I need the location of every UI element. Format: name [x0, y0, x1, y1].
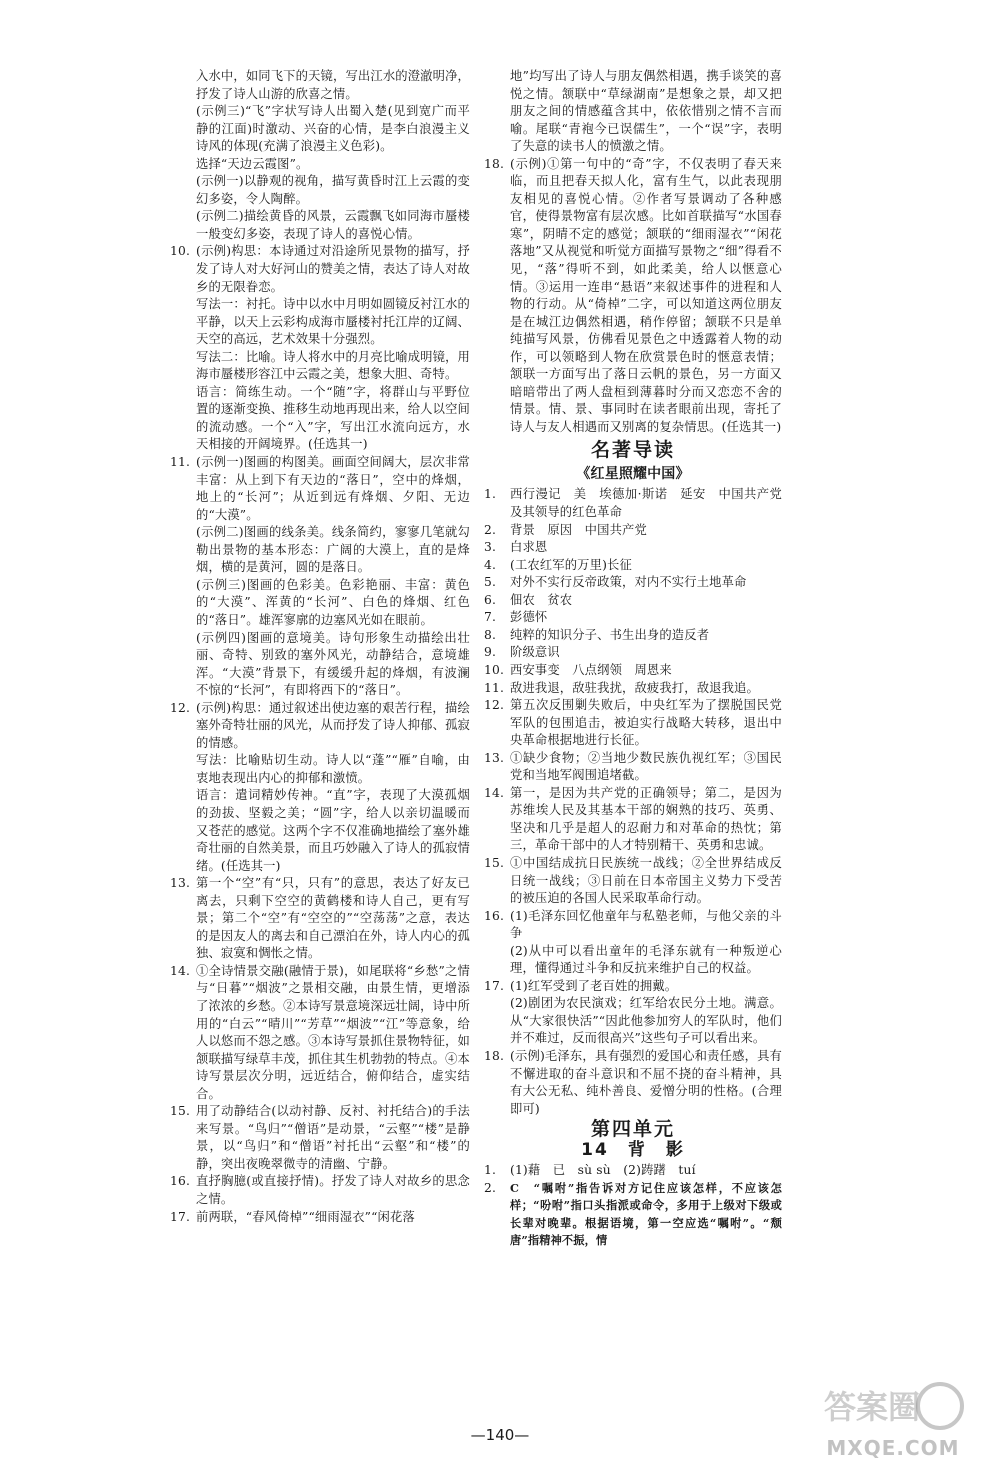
answer-item	[170, 1173, 470, 1208]
answer-text: (示例三)“飞”字状写诗人出蜀入楚(见到宽广而平静的江面)时激动、兴奋的心情，是李白浪漫主义诗风的体现(充满了浪漫主义色彩)。	[196, 104, 470, 154]
answer-text: (示例三)图画的色彩美。色彩艳丽、丰富：黄色的“大漠”、浑黄的“长河”、白色的烽烟、红色的“落日”。雄浑寥廓的边塞风光如在眼前。	[196, 577, 470, 627]
answer-text: (示例)毛泽东，具有强烈的爱国心和责任感，具有不懈进取的奋斗意识和不屈不挠的奋斗精神，具有大公无私、纯朴善良、爱憎分明的性格。(合理即可)	[510, 1048, 782, 1116]
poem-answers-continued	[484, 68, 782, 436]
answer-item	[170, 700, 470, 875]
answer-text: (工农红军的万里)长征	[510, 557, 632, 572]
answer-number: 15.	[484, 855, 505, 870]
answer-number: 16.	[170, 1174, 191, 1189]
answer-number: 14.	[484, 785, 505, 800]
answer-text: 彭德怀	[510, 610, 548, 625]
answer-text: (示例一)图画的构图美。画面空间阔大，层次非常丰富：从上到下有天边的“落日”，空中的烽烟，地上的“长河”；从近到远有烽烟、夕阳、无边的“大漠”。	[196, 455, 470, 522]
answer-item	[170, 1103, 470, 1173]
answer-text: (示例)构思：通过叙述出使边塞的艰苦行程，描绘塞外奇特壮丽的风光，从而抒发了诗人抑郁、孤寂的情感。	[196, 700, 470, 750]
answer-item	[484, 697, 782, 750]
answer-text: 地”均写出了诗人与朋友偶然相遇，携手谈笑的喜悦之情。颔联中“草绿湖南”是想象之景，却又把朋友之间的情感蕴含其中，依依惜别之情不言而喻。尾联“青袍今已误儒生”，一个“误”字，表明了失意的读书人的愤激之情。	[510, 69, 782, 154]
answer-item	[484, 644, 782, 662]
section-title: 名著导读	[590, 439, 675, 462]
answer-number: 8.	[484, 627, 497, 642]
answer-text: (示例四)图画的意境美。诗句形象生动描绘出壮丽、奇特、别致的塞外风光，动静结合，意境雄浑。“大漠”背景下，有缓缓升起的烽烟，有波澜不惊的“长河”，有即将西下的“落日”。	[196, 630, 470, 698]
answer-number: 14.	[170, 963, 191, 978]
lesson-answer-item	[484, 1162, 782, 1180]
answer-number: 1.	[484, 487, 497, 502]
answer-number: 17.	[170, 1209, 191, 1224]
answer-item	[484, 855, 782, 908]
answer-item	[484, 557, 782, 575]
answer-text: ①中国结成抗日民族统一战线；②全世界结成反日统一战线；③日前在日本帝国主义势力下受苦的被压迫的各国人民采取革命行动。	[510, 855, 782, 906]
answer-text: 第一个“空”有“只，只有”的意思，表达了好友已离去，只剩下空空的黄鹤楼和诗人自己，更有写景；第二个“空”有“空空的”“空荡荡”之意，表达的是因友人的离去和自己漂泊在外，诗人内心的孤独、寂寞和惆怅之情。	[196, 876, 470, 961]
answer-text: 佃农 贫农	[510, 592, 573, 607]
answer-text: 语言：简练生动。一个“随”字，将群山与平野位置的逐渐变换、推移生动地再现出来，给人以空间的流动感。一个“入”字，写出江水流向远方，水天相接的开阔境界。(任选其一)	[196, 384, 470, 452]
answer-text: 第五次反围剿失败后，中央红军为了摆脱国民党军队的包围追击，被迫实行战略大转移，退出中央革命根据地进行长征。	[510, 698, 782, 748]
answer-item	[484, 592, 782, 610]
answer-text: 语言：遣词精妙传神。“直”字，表现了大漠孤烟的劲拔、坚毅之美；“圆”字，给人以亲切温暖而又苍茫的感觉。这两个字不仅准确地描绘了塞外雄奇壮丽的自然美景，而且巧妙融入了诗人的孤寂情绪。(任选其一)	[196, 788, 470, 873]
answer-item	[170, 68, 470, 243]
answer-item	[484, 68, 782, 156]
answer-number: 6.	[484, 592, 497, 607]
answer-item	[484, 156, 782, 437]
answer-number: 13.	[484, 750, 505, 765]
answer-number: 15.	[170, 1104, 191, 1119]
answer-text: 入水中，如同飞下的天镜，写出江水的澄澈明净，抒发了诗人山游的欣喜之情。	[196, 69, 470, 101]
answer-text: (1)藉 已 sù sù (2)踌躇 tuí	[510, 1163, 696, 1178]
answer-text: 直抒胸臆(或直接抒情)。抒发了诗人对故乡的思念之情。	[196, 1174, 470, 1206]
answer-text: (示例一)以静观的视角，描写黄昏时江上云霞的变幻多姿，令人陶醉。	[196, 174, 470, 206]
answer-text: 背景 原因 中国共产党	[510, 522, 647, 537]
answer-item	[484, 539, 782, 557]
answer-text: (示例二)描绘黄昏的风景，云霞飘飞如同海市蜃楼一般变幻多姿，表现了诗人的喜悦心情。	[196, 209, 470, 241]
book-title: 《红星照耀中国》	[576, 466, 690, 483]
answer-item	[170, 243, 470, 454]
answer-text: ①缺少食物；②当地少数民族仇视红军；③国民党和当地军阀围追堵截。	[510, 750, 782, 783]
answer-text: 敌进我退，敌驻我扰，敌疲我打，敌退我追。	[510, 680, 759, 695]
answer-text: 前两联，“春风倚棹”“细雨湿衣”“闲花落	[196, 1209, 415, 1224]
answer-number: 4.	[484, 557, 497, 572]
answer-number: 11.	[484, 680, 505, 695]
answer-number: 7.	[484, 610, 497, 625]
answer-item	[484, 978, 782, 1048]
answer-text: C “嘱咐”指告诉对方记住应该怎样，不应该怎样；“吩咐”指口头指派或命令，多用于上级对下级或长辈对晚辈。根据语境，第一空应选“嘱咐”。“颓唐”指精神不振，情	[510, 1180, 782, 1248]
answer-text: (2)从中可以看出童年的毛泽东就有一种叛逆心理，懂得通过斗争和反抗来维护自己的权益。	[510, 943, 782, 976]
answer-item	[484, 522, 782, 540]
lesson-title: 14 背 影	[581, 1140, 685, 1161]
answer-text: (示例)构思：本诗通过对沿途所见景物的描写，抒发了诗人对大好河山的赞美之情，表达了诗人对故乡的无限眷恋。	[196, 244, 470, 294]
answer-text: 白求恩	[510, 540, 548, 555]
answer-text: 第一，是因为共产党的正确领导；第二，是因为苏维埃人民及其基本干部的娴熟的技巧、英勇、坚决和几乎是超人的忍耐力和对革命的热忱；第三，革命干部中的人才特别精干、英勇和忠诚。	[510, 785, 782, 853]
answer-number: 2.	[484, 522, 497, 537]
answer-number: 5.	[484, 575, 497, 590]
unit-title: 第四单元	[590, 1118, 675, 1141]
answer-number: 11.	[170, 455, 191, 470]
answer-text: (示例)①第一句中的“奇”字，不仅表明了春天来临，而且把春天拟人化，富有生气，以此表现朋友相见的喜悦心情。②作者写景调动了各种感官，使得景物富有层次感。比如首联描写“水国春寒”，阴晴不定的感觉；颔联的“细雨湿衣”“闲花落地”又从视觉和听觉方面描写景物之“细”得看不见，“落”得听不到，如此柔美，给人以惬意心情。③运用一连串“悬语”来叙述事件的进程和人物的行动。从“倚棹”二字，可以知道这两位朋友是在城江边偶然相遇，稍作停留；颔联不只是单纯描写风景，仿佛看见景色之中透露着人物的动作，可以领略到人物在欣赏景色时的惬意表情；颔联一方面写出了落日云帆的景色，另一方面又暗暗带出了两人盘桓到薄暮时分而又恋恋不舍的情景。情、景、事同时在读者眼前出现，寄托了诗人与友人相遇而又别离的复杂情思。(任选其一)	[510, 156, 782, 434]
answer-number: 2.	[484, 1180, 497, 1195]
watermark-text: 答案圈	[824, 1388, 921, 1426]
answer-item	[484, 680, 782, 698]
answer-text: 对外不实行反帝政策，对内不实行土地革命	[510, 575, 747, 590]
lesson-answers	[484, 1162, 782, 1250]
answer-number: 12.	[170, 700, 191, 715]
watermark	[818, 1378, 968, 1460]
left-column	[170, 68, 470, 1226]
answer-item	[170, 875, 470, 963]
answer-item	[484, 908, 782, 978]
page-number: —140—	[470, 1426, 530, 1444]
answer-number: 18.	[484, 156, 505, 171]
answer-item	[484, 662, 782, 680]
answer-number: 16.	[484, 908, 505, 923]
right-column	[484, 68, 782, 1250]
answer-text: 西安事变 八点纲领 周恩来	[510, 662, 672, 677]
reading-answers	[484, 486, 782, 1118]
answer-text: (1)毛泽东回忆他童年与私塾老师，与他父亲的斗争	[510, 908, 782, 941]
answer-number: 9.	[484, 645, 497, 660]
answer-number: 1.	[484, 1163, 497, 1178]
answer-text: (1)红军受到了老百姓的拥戴。	[510, 978, 678, 993]
answer-text: ①全诗情景交融(融情于景)，如尾联将“乡愁”之情与“日暮”“烟波”之景相交融，由景生情，更增添了浓浓的乡愁。②本诗写景意境深远壮阔，诗中所用的“白云”“晴川”“芳草”“烟波”“江”等意象，给人以悠而不怨之感。③本诗写景抓住景物特征，如颔联描写绿草丰茂，抓住其生机勃勃的特点。④本诗写景层次分明，远近结合，俯仰结合，虚实结合。	[196, 963, 470, 1101]
answer-item	[484, 627, 782, 645]
answer-text: 选择“天边云霞图”。	[196, 156, 309, 171]
answer-text: 西行漫记 美 埃德加·斯诺 延安 中国共产党及其领导的红色革命	[510, 487, 782, 520]
answer-number: 17.	[484, 978, 505, 993]
answer-item	[484, 486, 782, 521]
answer-text: 写法二：比喻。诗人将水中的月亮比喻成明镜，用海市蜃楼形容江中云霞之美，想象大胆、奇特。	[196, 349, 470, 382]
answer-text: 纯粹的知识分子、书生出身的造反者	[510, 627, 710, 642]
answer-item	[484, 785, 782, 855]
answer-item	[170, 454, 470, 700]
answer-text: 阶级意识	[510, 645, 560, 660]
answer-item	[170, 1209, 470, 1227]
answer-text: (2)剧团为农民演戏；红军给农民分土地。满意。从“大家很快活”“因此他参加穷人的军队时，他们并不难过，反而很高兴”这些句子可以看出来。	[510, 996, 782, 1046]
answer-number: 10.	[170, 244, 191, 259]
answer-text: (示例二)图画的线条美。线条简约，寥寥几笔就勾勒出景物的基本形态：广阔的大漠上，直的是烽烟，横的是黄河，圆的是落日。	[196, 525, 470, 575]
answer-number: 10.	[484, 662, 505, 677]
answer-number: 12.	[484, 698, 505, 713]
answer-item	[484, 750, 782, 785]
answer-item	[484, 609, 782, 627]
answer-item	[170, 963, 470, 1103]
answer-item	[484, 574, 782, 592]
answer-number: 13.	[170, 876, 191, 891]
lesson-answer-item	[484, 1180, 782, 1250]
watermark-logo	[818, 1378, 968, 1438]
answer-item	[484, 1048, 782, 1118]
answer-text: 写法：比喻贴切生动。诗人以“蓬”“雁”自喻，由衷地表现出内心的抑郁和激愤。	[196, 753, 470, 785]
answer-text: 用了动静结合(以动衬静、反衬、衬托结合)的手法来写景。“鸟归”“僧语”是动景，“云壑”“楼”是静景，以“鸟归”和“僧语”衬托出“云壑”和“楼”的静，突出夜晚翠微寺的清幽、宁静。	[196, 1104, 470, 1171]
answer-number: 3.	[484, 540, 497, 555]
answer-text: 写法一：衬托。诗中以水中月明如圆镜反衬江水的平静，以天上云彩构成海市蜃楼衬托江岸的辽阔、天空的高远，艺术效果十分强烈。	[196, 297, 470, 347]
watermark-url: MXQE.COM	[826, 1436, 960, 1460]
answer-number: 18.	[484, 1048, 505, 1063]
